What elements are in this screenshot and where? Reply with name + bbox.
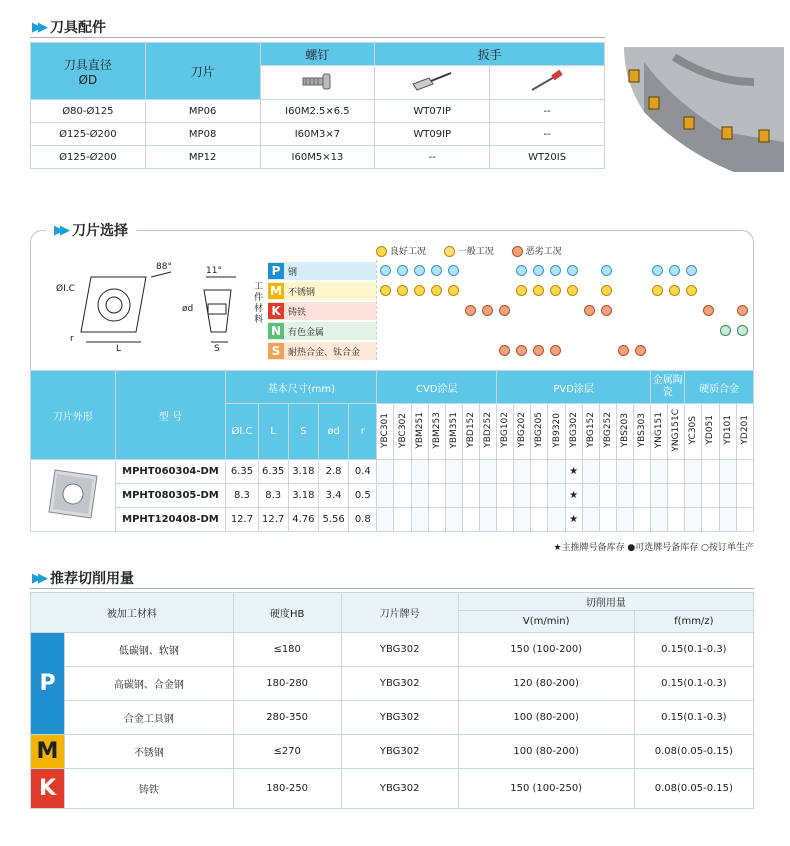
condition-face-icon [686, 265, 697, 276]
condition-face-icon [431, 265, 442, 276]
condition-face-icon [516, 345, 527, 356]
accessories-table [30, 42, 605, 169]
grade-col-ybs303: YBS303 [634, 404, 651, 460]
condition-face-icon [448, 285, 459, 296]
grade-col-ybg202: YBG202 [514, 404, 531, 460]
condition-face-icon [720, 325, 731, 336]
grade-col-ybg205: YBG205 [531, 404, 548, 460]
cutter-image [614, 42, 784, 172]
bad-face-icon [512, 246, 523, 257]
col-diameter: 刀具直径 ØD [31, 43, 146, 100]
workpiece-label: 工件材料 [254, 282, 264, 325]
double-arrow-icon: ▶▶ [54, 222, 66, 238]
grade-col-yb9320: YB9320 [548, 404, 565, 460]
condition-face-icon [635, 345, 646, 356]
condition-face-icon [737, 305, 748, 316]
material-letter: M [268, 283, 284, 299]
col-cermet: 金属陶瓷 [651, 371, 685, 404]
col-cvd: CVD涂层 [377, 371, 497, 404]
table-row: Ø80-Ø125 MP06 I60M2.5×6.5 WT07IP -- [31, 100, 605, 123]
condition-face-icon [414, 265, 425, 276]
condition-face-icon [533, 285, 544, 296]
col-pvd: PVD涂层 [497, 371, 651, 404]
insert-drawing: 88° 11° ØI.C r L ød S [56, 262, 246, 362]
table-row: P 低碳钢、软钢 ≤180 YBG302 150 (100-200) 0.15(0.1-0.3) [31, 633, 754, 667]
insert-shape-image [31, 460, 116, 532]
grade-col-ybd152: YBD152 [462, 404, 479, 460]
material-letter-K: K [31, 769, 65, 809]
condition-face-icon [516, 285, 527, 296]
col-shape: 刀片外形 [31, 371, 116, 460]
section-title-insert: ▶▶ 刀片选择 [46, 220, 136, 240]
condition-face-icon [703, 305, 714, 316]
section-title-accessories: ▶▶ 刀具配件 [32, 19, 106, 36]
grade-col-ybd252: YBD252 [480, 404, 497, 460]
section-title-cutting: ▶▶ 推荐切削用量 [32, 570, 134, 587]
grade-col-ybc301: YBC301 [377, 404, 394, 460]
stock-mark: ★ [565, 460, 582, 484]
material-name: 铸铁 [288, 307, 307, 318]
grade-col-ybg302: YBG302 [565, 404, 582, 460]
grade-col-yd051: YD051 [702, 404, 719, 460]
cutting-table: 被加工材料 硬度HB 刀片牌号 切削用量 V(m/min) f(mm/z) P 低碳钢、软钢 ≤180 YBG302 150 (100-200) 0.15(0.1-0.3) 高碳钢、合金钢 180-280 YBG302 120 (80-200) 0.15(0.1-0.3) 合金工具钢 280-350 YBG302 100 (80-200) 0.15(0.1-0.3) M 不锈钢 ≤270 YBG302 100 (80-200) 0.08(0.05-0.15) K 铸铁 180-250 YBG302 150 (100-250) 0.08(0.05-0.15) [30, 592, 754, 809]
grade-col-ybg152: YBG152 [582, 404, 599, 460]
condition-face-icon [601, 265, 612, 276]
material-row-M [268, 282, 376, 300]
table-row: M 不锈钢 ≤270 YBG302 100 (80-200) 0.08(0.05-0.15) [31, 735, 754, 769]
condition-face-icon [601, 285, 612, 296]
condition-face-icon [380, 285, 391, 296]
condition-face-icon [669, 285, 680, 296]
condition-face-icon [533, 265, 544, 276]
material-letter: P [268, 263, 284, 279]
condition-face-icon [533, 345, 544, 356]
condition-face-icon [550, 265, 561, 276]
grade-col-ybm351: YBM351 [445, 404, 462, 460]
grade-col-ybs203: YBS203 [616, 404, 633, 460]
condition-grid [376, 260, 752, 360]
material-row-K [268, 302, 376, 320]
table-row: MPHT120408-DM 12.7 12.7 4.76 5.56 0.8 ★ [31, 508, 754, 532]
col-wrench: 扳手 [375, 43, 605, 66]
material-letter-M: M [31, 735, 65, 769]
stock-mark: ★ [565, 508, 582, 532]
condition-face-icon [380, 265, 391, 276]
condition-face-icon [584, 305, 595, 316]
material-letter-P: P [31, 633, 65, 735]
material-letter: K [268, 303, 284, 319]
material-name: 有色金属 [288, 327, 325, 338]
condition-face-icon [397, 285, 408, 296]
condition-face-icon [465, 305, 476, 316]
table-row: 高碳钢、合金钢 180-280 YBG302 120 (80-200) 0.15(0.1-0.3) [31, 667, 754, 701]
condition-face-icon [499, 305, 510, 316]
material-name: 耐热合金、钛合金 [288, 347, 361, 358]
material-row-S [268, 342, 376, 360]
double-arrow-icon: ▶▶ [32, 570, 44, 586]
condition-face-icon [448, 265, 459, 276]
col-basic-dims: 基本尺寸(mm) [226, 371, 377, 404]
table-row: Ø125-Ø200 MP12 I60M5×13 -- WT20IS [31, 146, 605, 169]
stock-footnote: ★主推牌号备库存 ●可选牌号备库存 ○按订单生产 [553, 543, 754, 553]
condition-face-icon [550, 285, 561, 296]
condition-face-icon [516, 265, 527, 276]
grade-col-ybm253: YBM253 [428, 404, 445, 460]
grade-col-ybg252: YBG252 [599, 404, 616, 460]
grade-col-yd101: YD101 [719, 404, 736, 460]
table-row: Ø125-Ø200 MP08 I60M3×7 WT09IP -- [31, 123, 605, 146]
wrench2-image [490, 66, 605, 100]
material-name: 钢 [288, 267, 298, 278]
material-letter: S [268, 343, 284, 359]
normal-face-icon [444, 246, 455, 257]
table-row: MPHT060304-DM 6.35 6.35 3.18 2.8 0.4 ★ [31, 460, 754, 484]
condition-face-icon [550, 345, 561, 356]
condition-face-icon [499, 345, 510, 356]
material-row-N [268, 322, 376, 340]
condition-face-icon [567, 285, 578, 296]
legend: 良好工况 一般工况 恶劣工况 [376, 244, 562, 257]
condition-face-icon [414, 285, 425, 296]
col-screw: 螺钉 [260, 43, 375, 66]
table-row: MPHT080305-DM 8.3 8.3 3.18 3.4 0.5 ★ [31, 484, 754, 508]
col-model: 型 号 [115, 371, 226, 460]
table-row: K 铸铁 180-250 YBG302 150 (100-250) 0.08(0.05-0.15) [31, 769, 754, 809]
col-carbide: 硬质合金 [685, 371, 754, 404]
grade-col-yng151c: YNG151C [668, 404, 685, 460]
condition-face-icon [397, 265, 408, 276]
grade-col-ybm251: YBM251 [411, 404, 428, 460]
good-face-icon [376, 246, 387, 257]
grade-col-ybc302: YBC302 [394, 404, 411, 460]
material-letter: N [268, 323, 284, 339]
condition-face-icon [652, 285, 663, 296]
condition-face-icon [567, 265, 578, 276]
wrench1-image [375, 66, 490, 100]
stock-mark: ★ [565, 484, 582, 508]
material-name: 不锈钢 [288, 287, 316, 298]
condition-face-icon [669, 265, 680, 276]
col-insert: 刀片 [145, 43, 260, 100]
condition-face-icon [431, 285, 442, 296]
condition-face-icon [482, 305, 493, 316]
table-row: 合金工具钢 280-350 YBG302 100 (80-200) 0.15(0.1-0.3) [31, 701, 754, 735]
grade-col-yc30s: YC30S [685, 404, 702, 460]
material-row-P [268, 262, 376, 280]
condition-face-icon [737, 325, 748, 336]
screw-image [260, 66, 375, 100]
double-arrow-icon: ▶▶ [32, 19, 44, 35]
condition-face-icon [601, 305, 612, 316]
condition-face-icon [686, 285, 697, 296]
grade-col-yng151: YNG151 [651, 404, 668, 460]
insert-table: 刀片外形 型 号 基本尺寸(mm) CVD涂层 PVD涂层 金属陶瓷 硬质合金 ØI.C L S ød r YBC301 YBC302 YBM251 YBM253 YBM351 YBD152 YBD252 YBG102 YBG202 YBG205 YB9320 YBG302 YBG152 YBG252 YBS203 YBS303 YNG151 YNG151C YC30S YD051 YD101 YD201 MPHT060304-DM 6.35 6.35 3.18 2.8 0.4 ★ MPHT080305-DM 8.3 8.3 3.18 3.4 0.5 ★ MPHT120408-DM 12.7 12.7 4.76 5.56 0.8 ★ [30, 370, 754, 532]
grade-col-ybg102: YBG102 [497, 404, 514, 460]
condition-face-icon [652, 265, 663, 276]
grade-col-yd201: YD201 [736, 404, 753, 460]
condition-face-icon [618, 345, 629, 356]
